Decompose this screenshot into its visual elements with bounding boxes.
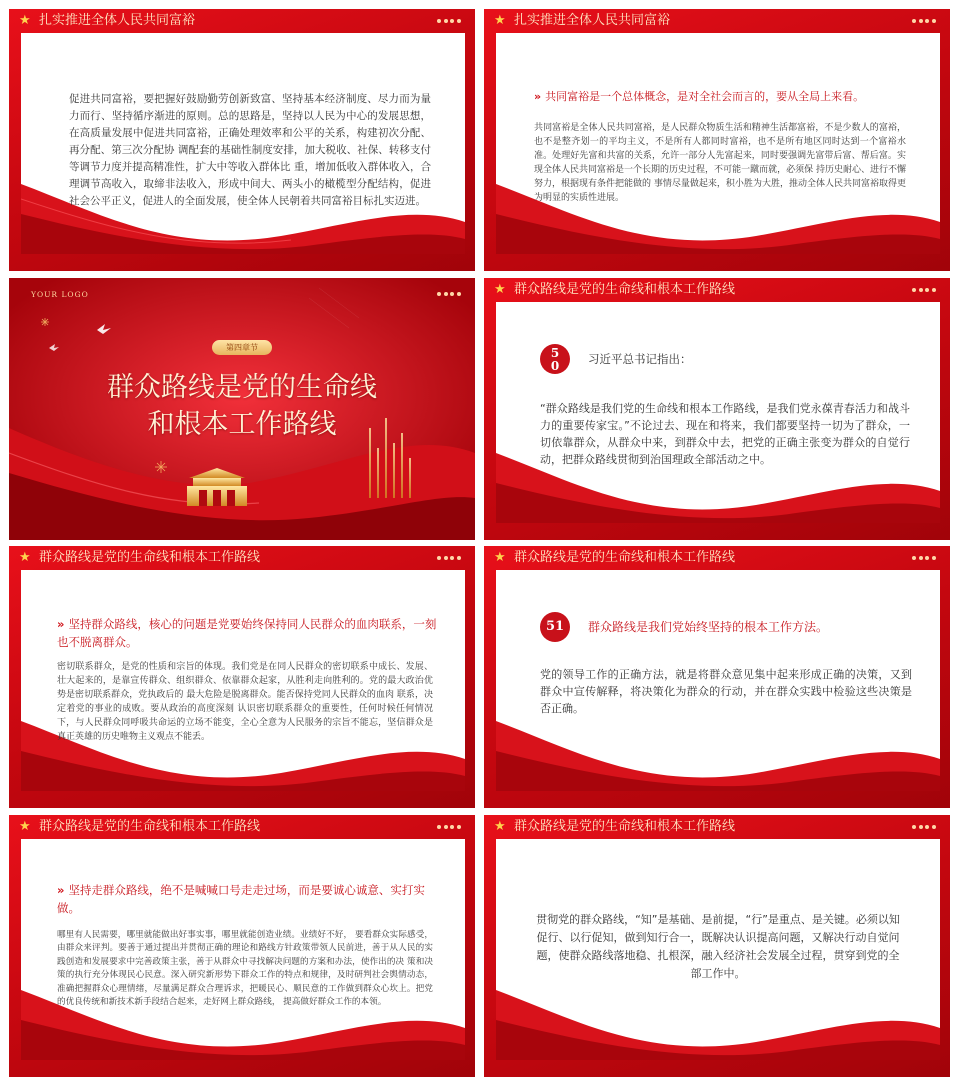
- content-panel: [496, 302, 940, 523]
- dots-icon: [912, 825, 936, 829]
- star-icon: ★: [19, 13, 31, 28]
- content-panel: [496, 33, 940, 254]
- slide-title: 扎实推进全体人民共同富裕: [39, 13, 196, 28]
- slide-4: [484, 278, 950, 540]
- slide-header: [9, 546, 475, 570]
- slide-header: [484, 9, 950, 33]
- slide-body-text: 共同富裕是全体人民共同富裕，是人民群众物质生活和精神生活都富裕，不是少数人的富裕，也不是整齐划一的平均主义，不是所有人都同时富裕，也不是所有地区同时达到一个富裕水准。处理好先富和共富的关系，允许一部分人先富起来，同时要强调先富带后富、帮后富。实现全体人民共同富裕是一个长期的历史过程，不可能一蹴而就，必须保 持历史耐心、进行不懈努力，根据现有条件把能做的 事情尽量做起来，积小胜为大胜，推动全体人民共同富裕取得更为明显的实质性进展。: [534, 123, 906, 203]
- star-icon: ★: [494, 13, 506, 28]
- slide-body-text: 党的领导工作的正确方法，就是将群众意见集中起来形成正确的决策，又到群众中宣传解释，将决策化为群众的行动，并在群众实践中检验这些决策是否正确。: [540, 668, 912, 715]
- star-icon: ★: [494, 550, 506, 565]
- slide-lead: » 坚持走群众路线，绝不是喊喊口号走走过场，而是要诚心诚意、实打实做。: [57, 883, 425, 915]
- content-panel: [496, 570, 940, 791]
- slide-2: [484, 9, 950, 271]
- double-chevron-icon: »: [534, 90, 542, 103]
- star-icon: ★: [494, 819, 506, 834]
- slide-title: 扎实推进全体人民共同富裕: [514, 13, 671, 28]
- slide-header: [484, 815, 950, 839]
- slide-header: [484, 278, 950, 302]
- slide-body-text: “群众路线是我们党的生命线和根本工作路线，是我们党永葆青春活力和战斗力的重要传家宝。”不论过去、现在和将来，我们都要坚持一切为了群众，一切依靠群众，从群众中来，到群众中去，把党的正确主张变为群众的自觉行动，把群众路线贯彻到治国理政全部活动之中。: [540, 402, 910, 466]
- slide-3-chapter-cover: [9, 278, 475, 540]
- content-panel: [496, 839, 940, 1060]
- chapter-badge: 第四章节: [212, 340, 272, 355]
- slide-title: 群众路线是党的生命线和根本工作路线: [514, 282, 736, 297]
- star-icon: ★: [494, 282, 506, 297]
- content-panel: [21, 839, 465, 1060]
- slide-1: [9, 9, 475, 271]
- slide-body-text: 密切联系群众，是党的性质和宗旨的体现。我们党是在同人民群众的密切联系中成长、发展、壮大起来的，是靠宣传群众、组织群众、依靠群众起家，从胜利走向胜利的。党的最大政治优势是密切联系群众，党执政后的 最大危险是脱离群众。能否保持党同人民群众的血肉 联系，决定着党的事业的成败。要从政治的高度深刻 认识密切联系群众的重要性，任何时候任何情况下，与人民群众同呼吸共命运的立场不能变，全心全意为人民服务的宗旨不能忘，坚信群众是真正英雄的历史唯物主义观点不能丢。: [57, 662, 433, 742]
- dots-icon: [437, 556, 461, 560]
- slide-6: [484, 546, 950, 808]
- slide-title: 群众路线是党的生命线和根本工作路线: [514, 819, 736, 834]
- slide-8: [484, 815, 950, 1077]
- dots-icon: [912, 556, 936, 560]
- section-number-badge: 51: [540, 612, 570, 642]
- slide-header: [9, 815, 475, 839]
- dots-icon: [437, 292, 461, 296]
- slide-lead: » 共同富裕是一个总体概念，是对全社会而言的，要从全局上来看。: [534, 90, 865, 103]
- slide-lead: » 坚持群众路线，核心的问题是党要始终保持同人民群众的血肉联系，一刻也不脱离群众。: [57, 617, 437, 649]
- slide-title: 群众路线是党的生命线和根本工作路线: [39, 819, 261, 834]
- slide-lead: 习近平总书记指出：: [588, 352, 692, 366]
- slide-header: [9, 9, 475, 33]
- slide-title: 群众路线是党的生命线和根本工作路线: [39, 550, 261, 565]
- slide-title: 群众路线是党的生命线和根本工作路线: [514, 550, 736, 565]
- slide-7: [9, 815, 475, 1077]
- dots-icon: [437, 19, 461, 23]
- dots-icon: [912, 288, 936, 292]
- dots-icon: [437, 825, 461, 829]
- cover-title-line-1: 群众路线是党的生命线: [107, 372, 377, 403]
- slide-body-text: 哪里有人民需要，哪里就能做出好事实事，哪里就能创造业绩。业绩好不好， 要看群众实际感受，由群众来评判。要善于通过提出并贯彻正确的理论和路线方针政策带领人民前进，善于从人民的实践创造和发展要求中完善政策主张，善于从群众中寻找解决问题的方案和办法，使作出的决 策和决策的执行充分体现民心民意。深入研究新形势下群众工作的特点和规律，及时研判社会舆情动态， 准确把握群众心理情绪，尽量满足群众合理诉求，把暖民心、顺民意的工作做到群众心坎上。把党的优良传统和新技术新手段结合起来，走好网上群众路线， 提高做好群众工作的本领。: [57, 930, 433, 1008]
- slide-header: [484, 546, 950, 570]
- slide-body-text: 贯彻党的群众路线，“知”是基础、是前提，“行”是重点、是关键。必须以知促行、以行促知，做到知行合一，既解决认识提高问题，又解决行动自觉问题，使群众路线落地稳、扎根深，融入经济社会发展全过程，贯穿到党的全部工作中。: [536, 913, 900, 980]
- section-number-badge: 5 0: [540, 344, 570, 374]
- star-icon: ★: [19, 550, 31, 565]
- content-panel: [21, 570, 465, 791]
- dots-icon: [912, 19, 936, 23]
- slide-lead: 群众路线是我们党始终坚持的根本工作方法。: [588, 620, 829, 634]
- logo-text: YOUR LOGO: [31, 290, 89, 299]
- double-chevron-icon: »: [57, 883, 65, 897]
- cover-title-line-2: 和根本工作路线: [147, 409, 337, 440]
- slide-5: [9, 546, 475, 808]
- slide-body-text: 促进共同富裕，要把握好鼓励勤劳创新致富、坚持基本经济制度、尽力而为量力而行、坚持循序渐进的原则。总的思路是，坚持以人民为中心的发展思想，在高质量发展中促进共同富裕，正确处理效率和公平的关系，构建初次分配、再分配、第三次分配协 调配套的基础性制度安排，加大税收、社保、转移支付等调节力度并提高精准性，扩大中等收入群体比 重，增加低收入群体收入，合理调节高收入，取缔非法收入，形成中间大、两头小的橄榄型分配结构，促进社会公平正义，促进人的全面发展，使全体人民朝着共同富裕目标扎实迈进。: [69, 93, 431, 207]
- double-chevron-icon: »: [57, 617, 65, 631]
- star-icon: ★: [19, 819, 31, 834]
- content-panel: [21, 33, 465, 254]
